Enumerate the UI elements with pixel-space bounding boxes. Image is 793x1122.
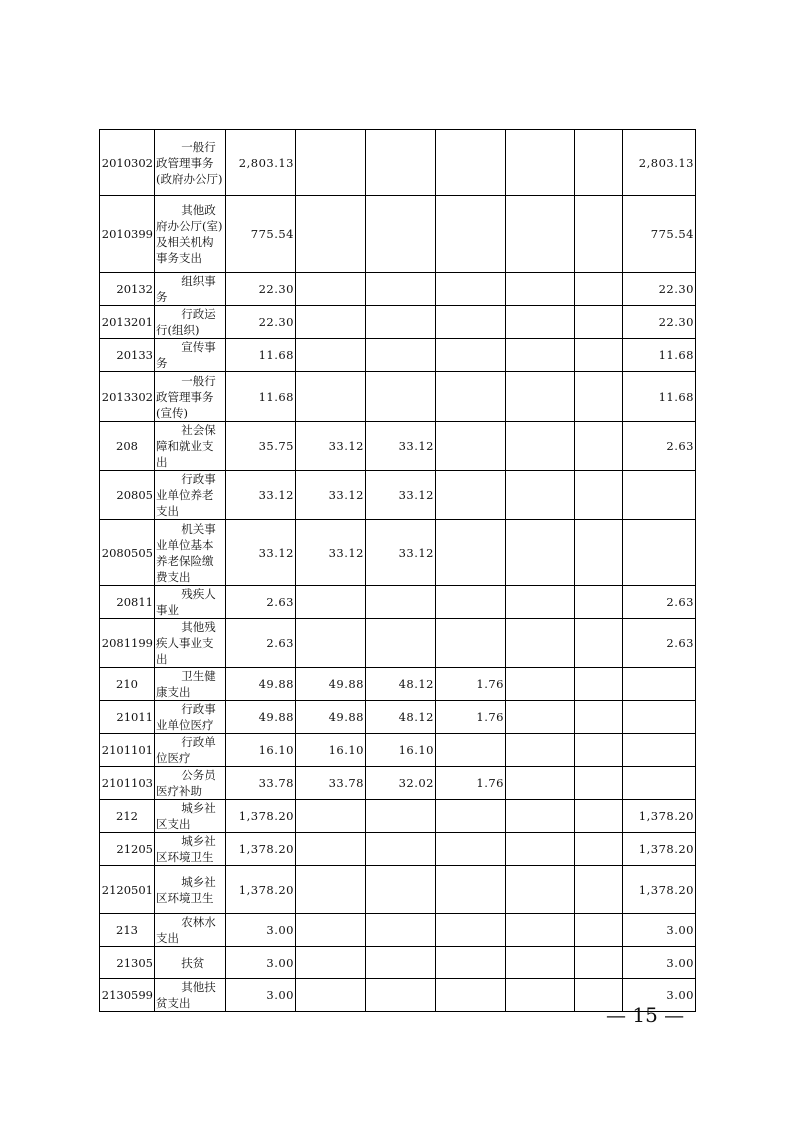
- amount-c3: [366, 339, 436, 372]
- table-row: [100, 800, 696, 833]
- amount-c3: [366, 273, 436, 306]
- amount-c7: [623, 668, 696, 701]
- amount-c5: [506, 800, 575, 833]
- amount-c6: [575, 372, 623, 422]
- amount-c2: [296, 947, 366, 979]
- amount-c5: [506, 701, 575, 734]
- subject-code: 2010399: [100, 196, 155, 273]
- amount-c3: 32.02: [366, 767, 436, 800]
- subject-name-cell: [155, 520, 226, 586]
- table-row: [100, 586, 696, 619]
- table-row: [100, 372, 696, 422]
- subject-name: 扶贫: [181, 955, 205, 970]
- subject-name-cell: [155, 306, 226, 339]
- table-row: [100, 914, 696, 947]
- table-row: [100, 273, 696, 306]
- amount-c1: 775.54: [226, 196, 296, 273]
- subject-name-cell: [155, 196, 226, 273]
- subject-name: 公务员医疗补助: [156, 768, 216, 798]
- amount-c5: [506, 339, 575, 372]
- amount-c5: [506, 520, 575, 586]
- amount-c4: [436, 422, 506, 471]
- subject-name: 城乡社区环境卫生: [156, 834, 216, 864]
- amount-c1: 33.12: [226, 520, 296, 586]
- amount-c5: [506, 833, 575, 866]
- amount-c3: [366, 833, 436, 866]
- amount-c7: 1,378.20: [623, 833, 696, 866]
- amount-c3: [366, 372, 436, 422]
- subject-name-cell: [155, 947, 226, 979]
- amount-c1: 22.30: [226, 306, 296, 339]
- amount-c6: [575, 422, 623, 471]
- amount-c4: 1.76: [436, 668, 506, 701]
- subject-code: 20811: [100, 586, 155, 619]
- amount-c6: [575, 520, 623, 586]
- subject-name: 机关事业单位基本养老保险缴费支出: [156, 521, 216, 584]
- amount-c4: [436, 306, 506, 339]
- amount-c7: 22.30: [623, 273, 696, 306]
- amount-c7: 3.00: [623, 947, 696, 979]
- amount-c2: 33.78: [296, 767, 366, 800]
- amount-c3: 48.12: [366, 668, 436, 701]
- amount-c4: [436, 619, 506, 668]
- amount-c7: 1,378.20: [623, 866, 696, 914]
- amount-c3: [366, 979, 436, 1012]
- amount-c3: 33.12: [366, 520, 436, 586]
- amount-c3: [366, 914, 436, 947]
- subject-code: 208: [100, 422, 155, 471]
- subject-code: 21305: [100, 947, 155, 979]
- amount-c1: 11.68: [226, 372, 296, 422]
- amount-c3: [366, 619, 436, 668]
- amount-c2: 16.10: [296, 734, 366, 767]
- amount-c2: [296, 306, 366, 339]
- amount-c5: [506, 196, 575, 273]
- amount-c1: 2,803.13: [226, 130, 296, 196]
- table-row: [100, 947, 696, 979]
- table-row: [100, 866, 696, 914]
- amount-c5: [506, 866, 575, 914]
- amount-c7: 1,378.20: [623, 800, 696, 833]
- amount-c7: 2.63: [623, 586, 696, 619]
- amount-c3: [366, 196, 436, 273]
- amount-c4: [436, 947, 506, 979]
- subject-name: 行政单位医疗: [156, 735, 216, 765]
- subject-code: 213: [100, 914, 155, 947]
- amount-c5: [506, 734, 575, 767]
- amount-c5: [506, 767, 575, 800]
- amount-c6: [575, 701, 623, 734]
- subject-code: 2130599: [100, 979, 155, 1012]
- amount-c5: [506, 306, 575, 339]
- amount-c6: [575, 914, 623, 947]
- subject-code: 20132: [100, 273, 155, 306]
- amount-c7: 22.30: [623, 306, 696, 339]
- subject-name: 城乡社区支出: [156, 801, 216, 831]
- amount-c2: 33.12: [296, 471, 366, 520]
- subject-code: 2120501: [100, 866, 155, 914]
- amount-c4: [436, 130, 506, 196]
- amount-c3: 16.10: [366, 734, 436, 767]
- amount-c3: 33.12: [366, 422, 436, 471]
- amount-c2: [296, 833, 366, 866]
- amount-c6: [575, 619, 623, 668]
- amount-c1: 33.12: [226, 471, 296, 520]
- amount-c4: [436, 520, 506, 586]
- amount-c6: [575, 668, 623, 701]
- subject-code: 20805: [100, 471, 155, 520]
- amount-c4: [436, 586, 506, 619]
- amount-c7: 2,803.13: [623, 130, 696, 196]
- amount-c1: 2.63: [226, 586, 296, 619]
- amount-c4: [436, 833, 506, 866]
- amount-c5: [506, 668, 575, 701]
- table-row: [100, 339, 696, 372]
- amount-c7: 11.68: [623, 339, 696, 372]
- subject-code: 2010302: [100, 130, 155, 196]
- amount-c4: [436, 339, 506, 372]
- amount-c4: [436, 979, 506, 1012]
- subject-name-cell: [155, 339, 226, 372]
- amount-c5: [506, 619, 575, 668]
- amount-c1: 3.00: [226, 979, 296, 1012]
- subject-code: 2101101: [100, 734, 155, 767]
- table-row: [100, 734, 696, 767]
- subject-name-cell: [155, 800, 226, 833]
- amount-c1: 35.75: [226, 422, 296, 471]
- amount-c6: [575, 273, 623, 306]
- amount-c5: [506, 273, 575, 306]
- subject-code: 2081199: [100, 619, 155, 668]
- amount-c1: 1,378.20: [226, 800, 296, 833]
- amount-c2: 49.88: [296, 701, 366, 734]
- subject-name-cell: [155, 833, 226, 866]
- table-row: [100, 668, 696, 701]
- amount-c6: [575, 800, 623, 833]
- amount-c1: 49.88: [226, 701, 296, 734]
- amount-c7: 2.63: [623, 619, 696, 668]
- amount-c5: [506, 471, 575, 520]
- amount-c2: 49.88: [296, 668, 366, 701]
- amount-c2: 33.12: [296, 422, 366, 471]
- amount-c5: [506, 947, 575, 979]
- subject-name: 其他政府办公厅(室)及相关机构事务支出: [156, 203, 223, 265]
- table-row: [100, 833, 696, 866]
- subject-name-cell: [155, 273, 226, 306]
- budget-table: [99, 129, 696, 1012]
- subject-code: 21205: [100, 833, 155, 866]
- amount-c1: 1,378.20: [226, 833, 296, 866]
- amount-c4: [436, 273, 506, 306]
- subject-name: 其他扶贫支出: [156, 980, 216, 1010]
- table-row: [100, 196, 696, 273]
- amount-c7: 2.63: [623, 422, 696, 471]
- amount-c3: [366, 306, 436, 339]
- table-row: [100, 767, 696, 800]
- amount-c5: [506, 914, 575, 947]
- table-row: [100, 701, 696, 734]
- subject-name: 组织事务: [156, 274, 216, 304]
- amount-c3: 33.12: [366, 471, 436, 520]
- amount-c3: 48.12: [366, 701, 436, 734]
- subject-name-cell: [155, 619, 226, 668]
- amount-c6: [575, 306, 623, 339]
- amount-c7: [623, 734, 696, 767]
- amount-c7: [623, 767, 696, 800]
- amount-c7: 3.00: [623, 979, 696, 1012]
- amount-c4: 1.76: [436, 767, 506, 800]
- subject-name-cell: [155, 422, 226, 471]
- amount-c6: [575, 947, 623, 979]
- subject-name: 行政事业单位医疗: [156, 702, 216, 732]
- page-number: — 15 —: [606, 1003, 685, 1027]
- amount-c6: [575, 339, 623, 372]
- amount-c7: [623, 701, 696, 734]
- amount-c5: [506, 130, 575, 196]
- amount-c2: [296, 339, 366, 372]
- amount-c4: [436, 471, 506, 520]
- subject-code: 20133: [100, 339, 155, 372]
- amount-c2: [296, 979, 366, 1012]
- amount-c7: 11.68: [623, 372, 696, 422]
- subject-name: 城乡社区环境卫生: [156, 874, 216, 905]
- amount-c6: [575, 196, 623, 273]
- amount-c2: [296, 619, 366, 668]
- subject-name: 一般行政管理事务(政府办公厅): [156, 139, 223, 186]
- amount-c6: [575, 734, 623, 767]
- subject-code: 21011: [100, 701, 155, 734]
- amount-c4: [436, 196, 506, 273]
- subject-name: 一般行政管理事务(宣传): [156, 373, 216, 420]
- subject-name-cell: [155, 668, 226, 701]
- subject-name-cell: [155, 372, 226, 422]
- amount-c4: [436, 734, 506, 767]
- subject-name: 行政事业单位养老支出: [156, 472, 216, 518]
- subject-name-cell: [155, 586, 226, 619]
- amount-c5: [506, 372, 575, 422]
- amount-c2: [296, 914, 366, 947]
- subject-name: 社会保障和就业支出: [156, 423, 216, 469]
- subject-name-cell: [155, 914, 226, 947]
- amount-c3: [366, 130, 436, 196]
- amount-c1: 16.10: [226, 734, 296, 767]
- subject-name-cell: [155, 734, 226, 767]
- subject-code: 210: [100, 668, 155, 701]
- amount-c1: 11.68: [226, 339, 296, 372]
- subject-name-cell: [155, 866, 226, 914]
- subject-name: 其他残疾人事业支出: [156, 620, 216, 666]
- subject-name-cell: [155, 767, 226, 800]
- amount-c1: 49.88: [226, 668, 296, 701]
- amount-c2: [296, 273, 366, 306]
- amount-c5: [506, 586, 575, 619]
- subject-name-cell: [155, 130, 226, 196]
- subject-name: 残疾人事业: [156, 587, 216, 617]
- subject-name: 农林水支出: [156, 915, 216, 945]
- amount-c6: [575, 471, 623, 520]
- table-row: [100, 619, 696, 668]
- amount-c3: [366, 866, 436, 914]
- amount-c3: [366, 800, 436, 833]
- amount-c3: [366, 947, 436, 979]
- amount-c4: 1.76: [436, 701, 506, 734]
- subject-name-cell: [155, 701, 226, 734]
- amount-c7: [623, 520, 696, 586]
- amount-c7: 775.54: [623, 196, 696, 273]
- amount-c7: [623, 471, 696, 520]
- amount-c6: [575, 130, 623, 196]
- amount-c1: 1,378.20: [226, 866, 296, 914]
- subject-code: 2013201: [100, 306, 155, 339]
- amount-c1: 33.78: [226, 767, 296, 800]
- amount-c4: [436, 800, 506, 833]
- amount-c7: 3.00: [623, 914, 696, 947]
- amount-c4: [436, 372, 506, 422]
- amount-c6: [575, 586, 623, 619]
- table-row: [100, 520, 696, 586]
- table-row: [100, 306, 696, 339]
- table-row: [100, 422, 696, 471]
- subject-name: 行政运行(组织): [156, 307, 216, 337]
- amount-c5: [506, 979, 575, 1012]
- amount-c2: [296, 866, 366, 914]
- subject-code: 2013302: [100, 372, 155, 422]
- amount-c6: [575, 866, 623, 914]
- subject-name-cell: [155, 471, 226, 520]
- subject-code: 2080505: [100, 520, 155, 586]
- subject-name: 卫生健康支出: [156, 669, 216, 699]
- amount-c3: [366, 586, 436, 619]
- amount-c1: 3.00: [226, 947, 296, 979]
- amount-c2: [296, 130, 366, 196]
- subject-code: 212: [100, 800, 155, 833]
- subject-name-cell: [155, 979, 226, 1012]
- amount-c6: [575, 833, 623, 866]
- amount-c5: [506, 422, 575, 471]
- amount-c6: [575, 767, 623, 800]
- subject-code: 2101103: [100, 767, 155, 800]
- table-row: [100, 130, 696, 196]
- amount-c2: [296, 586, 366, 619]
- subject-name: 宣传事务: [156, 340, 216, 370]
- amount-c4: [436, 914, 506, 947]
- amount-c1: 22.30: [226, 273, 296, 306]
- amount-c2: [296, 800, 366, 833]
- amount-c2: 33.12: [296, 520, 366, 586]
- table-row: [100, 471, 696, 520]
- amount-c2: [296, 372, 366, 422]
- amount-c4: [436, 866, 506, 914]
- amount-c1: 3.00: [226, 914, 296, 947]
- amount-c1: 2.63: [226, 619, 296, 668]
- amount-c2: [296, 196, 366, 273]
